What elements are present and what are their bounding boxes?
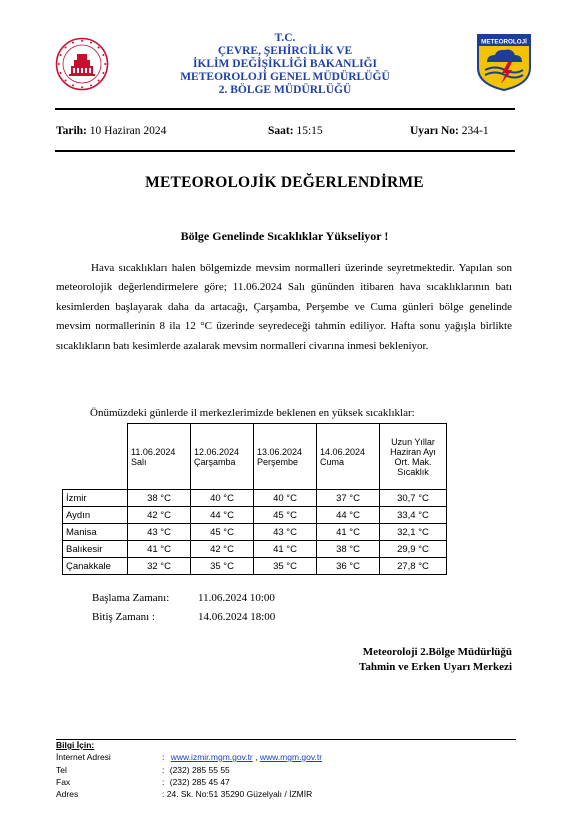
temp-cell: 43 °C: [128, 524, 191, 541]
header-ministry-line2: İKLİM DEĞİŞİKLİĞİ BAKANLIĞI: [192, 58, 378, 70]
temp-cell: 42 °C: [191, 541, 254, 558]
warning-number-field: [410, 125, 489, 137]
temperature-table: [62, 423, 447, 575]
avg-cell: 29,9 °C: [380, 541, 447, 558]
temp-cell: 40 °C: [191, 490, 254, 507]
header-regional: 2. BÖLGE MÜDÜRLÜĞÜ: [218, 84, 352, 96]
temp-cell: 32 °C: [128, 558, 191, 575]
footer-fax-value: : (232) 285 45 47: [162, 777, 230, 787]
temp-cell: 44 °C: [317, 507, 380, 524]
header-divider-top: [55, 108, 515, 110]
avg-cell: 27,8 °C: [380, 558, 447, 575]
temp-cell: 41 °C: [254, 541, 317, 558]
header-divider-bottom: [55, 150, 515, 152]
time-label: Saat:: [268, 125, 294, 137]
page-subtitle: Bölge Genelinde Sıcaklıklar Yükseliyor !: [180, 229, 389, 243]
city-name: Aydın: [63, 507, 128, 524]
footer-address-label: Adres: [56, 789, 79, 799]
start-time-value: 11.06.2024 10:00: [198, 592, 275, 604]
table-header-day-4: 14.06.2024 Cuma: [317, 424, 380, 490]
table-header-day-1: 11.06.2024 Salı: [128, 424, 191, 490]
city-name: Balıkesir: [63, 541, 128, 558]
table-header-day-2: 12.06.2024 Çarşamba: [191, 424, 254, 490]
temp-cell: 43 °C: [254, 524, 317, 541]
temp-cell: 35 °C: [191, 558, 254, 575]
temp-cell: 37 °C: [317, 490, 380, 507]
temp-cell: 38 °C: [317, 541, 380, 558]
end-time-value: 14.06.2024 18:00: [198, 611, 276, 623]
footer-tel-label: Tel: [56, 765, 67, 775]
table-header-long-term-avg: Uzun Yıllar Haziran Ayı Ort. Mak. Sıcaklık: [380, 424, 447, 490]
temp-cell: 44 °C: [191, 507, 254, 524]
city-name: İzmir: [63, 490, 128, 507]
table-row: [63, 524, 447, 541]
header-directorate: METEOROLOJİ GENEL MÜDÜRLÜĞÜ: [180, 71, 390, 83]
footer-divider: [56, 739, 516, 740]
temp-cell: 35 °C: [254, 558, 317, 575]
table-row: [63, 558, 447, 575]
meteorology-logo: [475, 32, 533, 92]
footer-tel-value: : (232) 285 55 55: [162, 765, 230, 775]
ministry-logo: [55, 37, 109, 91]
footer-link-mgm[interactable]: www.mgm.gov.tr: [259, 752, 323, 762]
footer-heading: Bilgi İçin:: [56, 740, 95, 750]
temp-cell: 40 °C: [254, 490, 317, 507]
temp-cell: 41 °C: [317, 524, 380, 541]
temp-cell: 45 °C: [254, 507, 317, 524]
city-name: Manisa: [63, 524, 128, 541]
footer-fax-label: Fax: [56, 777, 71, 787]
table-corner-cell: [63, 424, 128, 490]
meteorology-logo-text: METEOROLOJİ: [481, 38, 527, 46]
table-row: [63, 541, 447, 558]
table-header-day-3: 13.06.2024 Perşembe: [254, 424, 317, 490]
table-row: [63, 507, 447, 524]
time-field: [268, 125, 323, 137]
end-time-label: Bitiş Zamanı :: [92, 611, 155, 623]
avg-cell: 30,7 °C: [380, 490, 447, 507]
footer-address-value: : 24. Sk. No:51 35290 Güzelyalı / İZMİR: [162, 789, 313, 799]
temp-cell: 45 °C: [191, 524, 254, 541]
header-tc: T.C.: [274, 32, 296, 44]
date-field: [56, 125, 166, 137]
header-ministry-line1: ÇEVRE, ŞEHİRCİLİK VE: [217, 45, 353, 57]
avg-cell: 33,4 °C: [380, 507, 447, 524]
date-value: 10 Haziran 2024: [89, 125, 167, 137]
temp-cell: 41 °C: [128, 541, 191, 558]
table-header-row: [63, 424, 447, 490]
table-intro: Önümüzdeki günlerde il merkezlerimizde beklenen en yüksek sıcaklıklar:: [90, 407, 415, 419]
city-name: Çanakkale: [63, 558, 128, 575]
start-time-label: Başlama Zamanı:: [92, 592, 170, 604]
footer-web-label: İnternet Adresi: [56, 752, 111, 762]
warning-label: Uyarı No:: [410, 125, 459, 137]
page-title: METEOROLOJİK DEĞERLENDİRME: [145, 174, 424, 191]
office-name: Meteoroloji 2.Bölge Müdürlüğü: [362, 646, 512, 658]
warning-value: 234-1: [461, 125, 489, 137]
footer-link-izmir[interactable]: www.izmir.mgm.gov.tr: [170, 752, 253, 762]
table-row: [63, 490, 447, 507]
date-label: Tarih:: [56, 125, 87, 137]
avg-cell: 32,1 °C: [380, 524, 447, 541]
time-value: 15:15: [296, 125, 323, 137]
office-unit: Tahmin ve Erken Uyarı Merkezi: [359, 661, 512, 673]
footer-web-value: : www.izmir.mgm.gov.tr , www.mgm.gov.tr: [162, 752, 323, 762]
temp-cell: 42 °C: [128, 507, 191, 524]
assessment-paragraph: Hava sıcaklıkları halen bölgemizde mevsim normalleri üzerinde seyretmektedir. Yapılan son meteorolojik değerlendirmelere göre; 11.06.2024 Salı gününden itibaren hava sıcaklıklarının batı kesimlerden başlayarak daha da artacağı, Çarşamba, Perşembe ve Cuma günleri bölge genelinde mevsim normallerinin 8 ila 12 °C üzerinde seyredeceği tahmin ediliyor. Hafta sonu yağışla birlikte sıcaklıkların batı kesimlerde azalarak mevsim normalleri civarına inmesi bekleniyor.: [56, 262, 512, 352]
temp-cell: 38 °C: [128, 490, 191, 507]
temp-cell: 36 °C: [317, 558, 380, 575]
